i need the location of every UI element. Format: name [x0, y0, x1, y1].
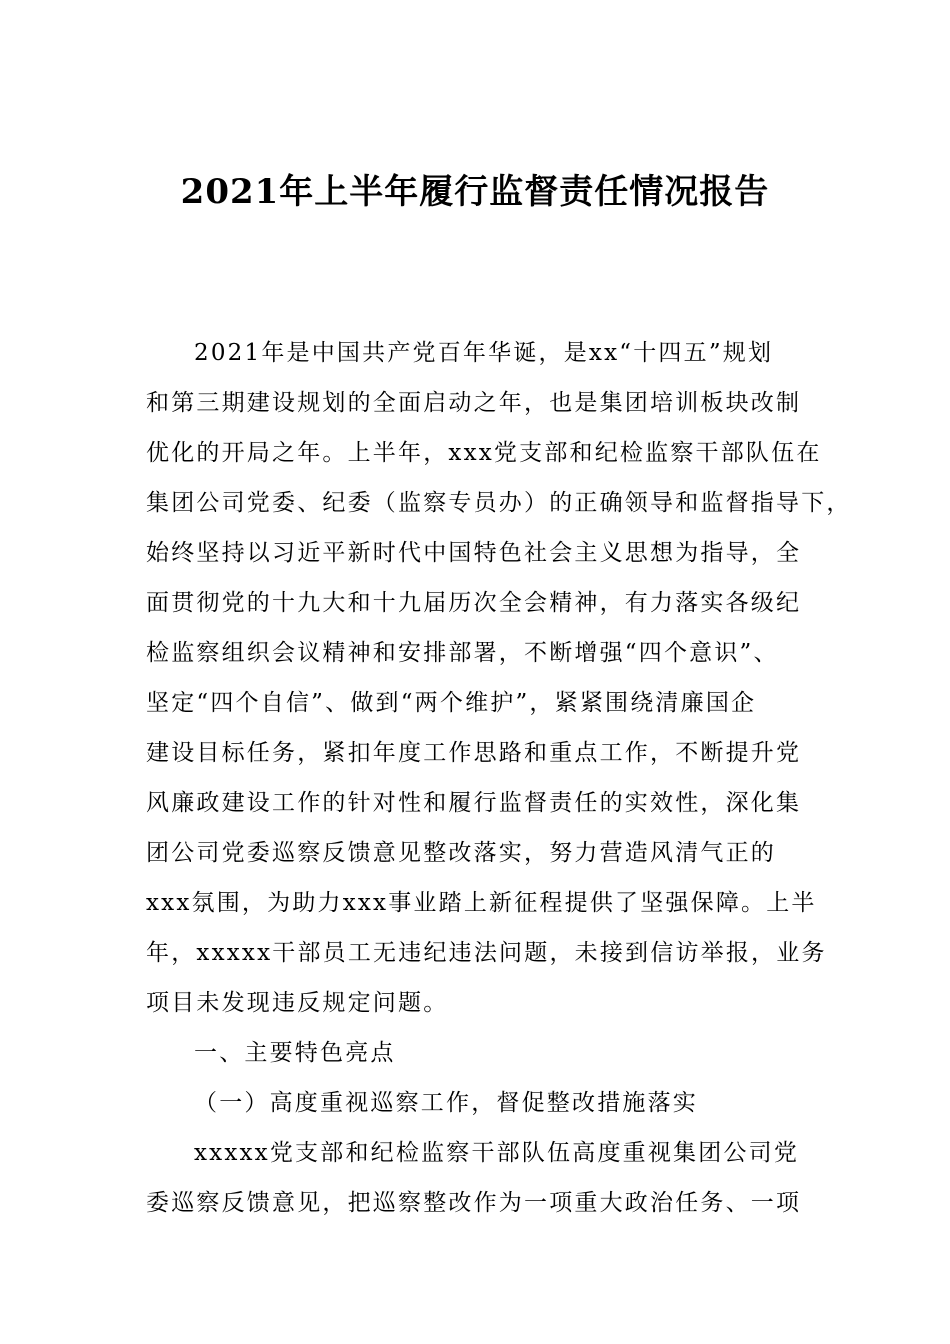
paragraph-line: 优化的开局之年。上半年，xxx党支部和纪检监察干部队伍在	[146, 440, 822, 466]
paragraph-line: 面贯彻党的十九大和十九届历次全会精神，有力落实各级纪	[146, 590, 802, 616]
paragraph-line: 风廉政建设工作的针对性和履行监督责任的实效性，深化集	[146, 790, 802, 816]
paragraph-line: 和第三期建设规划的全面启动之年，也是集团培训板块改制	[146, 390, 802, 416]
paragraph-line: 集团公司党委、纪委（监察专员办）的正确领导和监督指导下，	[146, 490, 852, 516]
document-title: 2021年上半年履行监督责任情况报告	[180, 172, 770, 212]
paragraph-line: 坚定“四个自信”、做到“两个维护”，紧紧围绕清廉国企	[146, 690, 757, 716]
paragraph-line: 检监察组织会议精神和安排部署，不断增强“四个意识”、	[146, 640, 779, 666]
paragraph-line: 年，xxxxx干部员工无违纪违法问题，未接到信访举报，业务	[146, 940, 827, 966]
paragraph-line: 项目未发现违反规定问题。	[146, 990, 449, 1016]
paragraph-line: 2021年是中国共产党百年华诞，是xx“十四五”规划	[194, 340, 774, 366]
paragraph-line: xxxxx党支部和纪检监察干部队伍高度重视集团公司党	[194, 1140, 800, 1166]
paragraph-line: 建设目标任务，紧扣年度工作思路和重点工作，不断提升党	[146, 740, 802, 766]
paragraph-line: 委巡察反馈意见，把巡察整改作为一项重大政治任务、一项	[146, 1190, 802, 1216]
paragraph-line: xxx氛围，为助力xxx事业踏上新征程提供了坚强保障。上半	[146, 890, 817, 916]
paragraph-line: 始终坚持以习近平新时代中国特色社会主义思想为指导，全	[146, 540, 802, 566]
paragraph-line: 团公司党委巡察反馈意见整改落实，努力营造风清气正的	[146, 840, 776, 866]
subsection-heading: （一）高度重视巡察工作，督促整改措施落实	[194, 1090, 698, 1116]
section-heading: 一、主要特色亮点	[194, 1040, 396, 1066]
document-body	[146, 328, 852, 1228]
